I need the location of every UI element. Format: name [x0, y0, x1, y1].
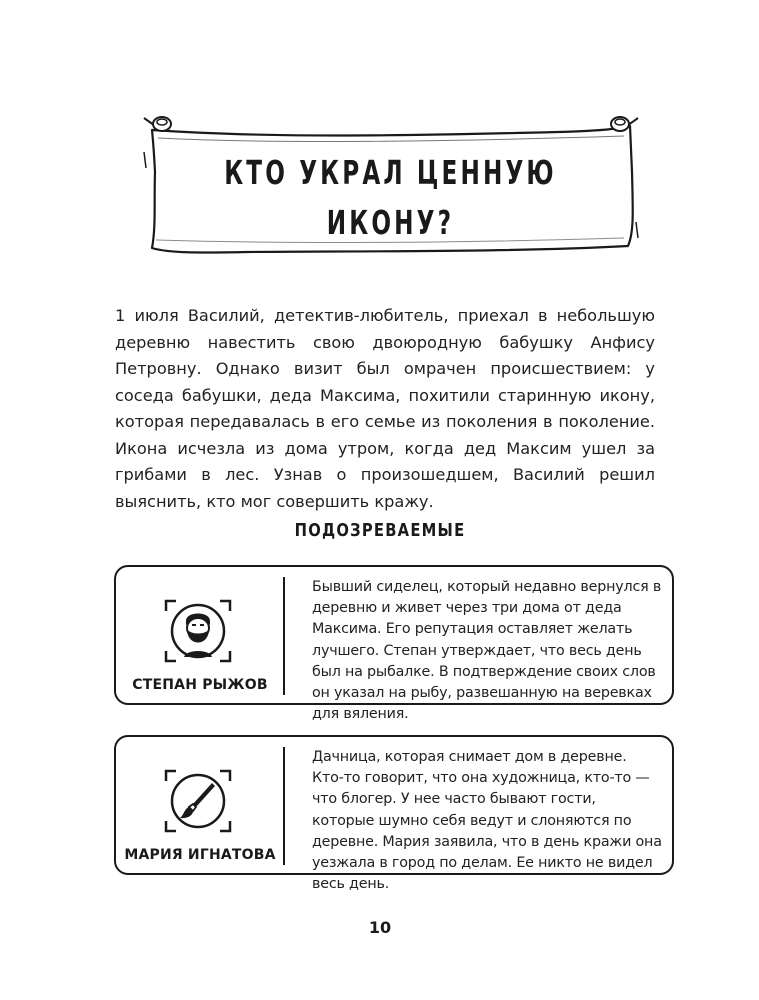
right-pushpin-icon	[611, 117, 638, 131]
suspect-card-maria	[114, 735, 674, 893]
title-line-1: КТО УКРАЛ ЦЕННУЮ	[224, 153, 557, 192]
suspect-card-stepan	[114, 565, 674, 723]
section-title: ПОДОЗРЕВАЕМЫЕ	[294, 520, 466, 541]
title-line-2: ИКОНУ?	[326, 203, 455, 242]
card-divider	[283, 747, 285, 865]
suspect-name: СТЕПАН РЫЖОВ	[132, 677, 268, 693]
card-divider	[283, 577, 285, 695]
page-number: 10	[368, 918, 392, 937]
suspect-description: Дачница, которая снимает дом в деревне. Кто-то говорит, что она художница, кто-то — что блогер. У нее часто бывают гости, которые шумно себя ведут и слоняются по деревне. Мария заявила, что в день кражи она уезжала в город по делам. Ее никто не видел весь день.	[312, 749, 662, 893]
title-banner	[138, 112, 643, 262]
suspect-description: Бывший сиделец, который недавно вернулся в деревню и живет через три дома от деда Максима. Его репутация оставляет желать лучшего. Степан утверждает, что весь день был на рыбалке. В подтверждение своих слов он указал на рыбу, развешанную на веревках для вяления.	[312, 579, 662, 723]
paintbrush-icon	[162, 765, 234, 837]
bearded-man-icon	[162, 595, 234, 667]
suspect-name: МАРИЯ ИГНАТОВА	[124, 847, 276, 863]
left-pushpin-icon	[144, 117, 171, 131]
page-title	[209, 148, 572, 248]
intro-paragraph: 1 июля Василий, детектив-любитель, приехал в небольшую деревню навестить свою двоюродную бабушку Анфису Петровну. Однако визит был омрачен происшествием: у соседа бабушки, деда Максима, похитили старинную икону, которая передавалась в его семье из поколения в поколение. Икона исчезла из дома утром, когда дед Максим ушел за грибами в лес. Узнав о произошедшем, Василий решил выяснить, кто мог совершить кражу.	[115, 306, 655, 511]
